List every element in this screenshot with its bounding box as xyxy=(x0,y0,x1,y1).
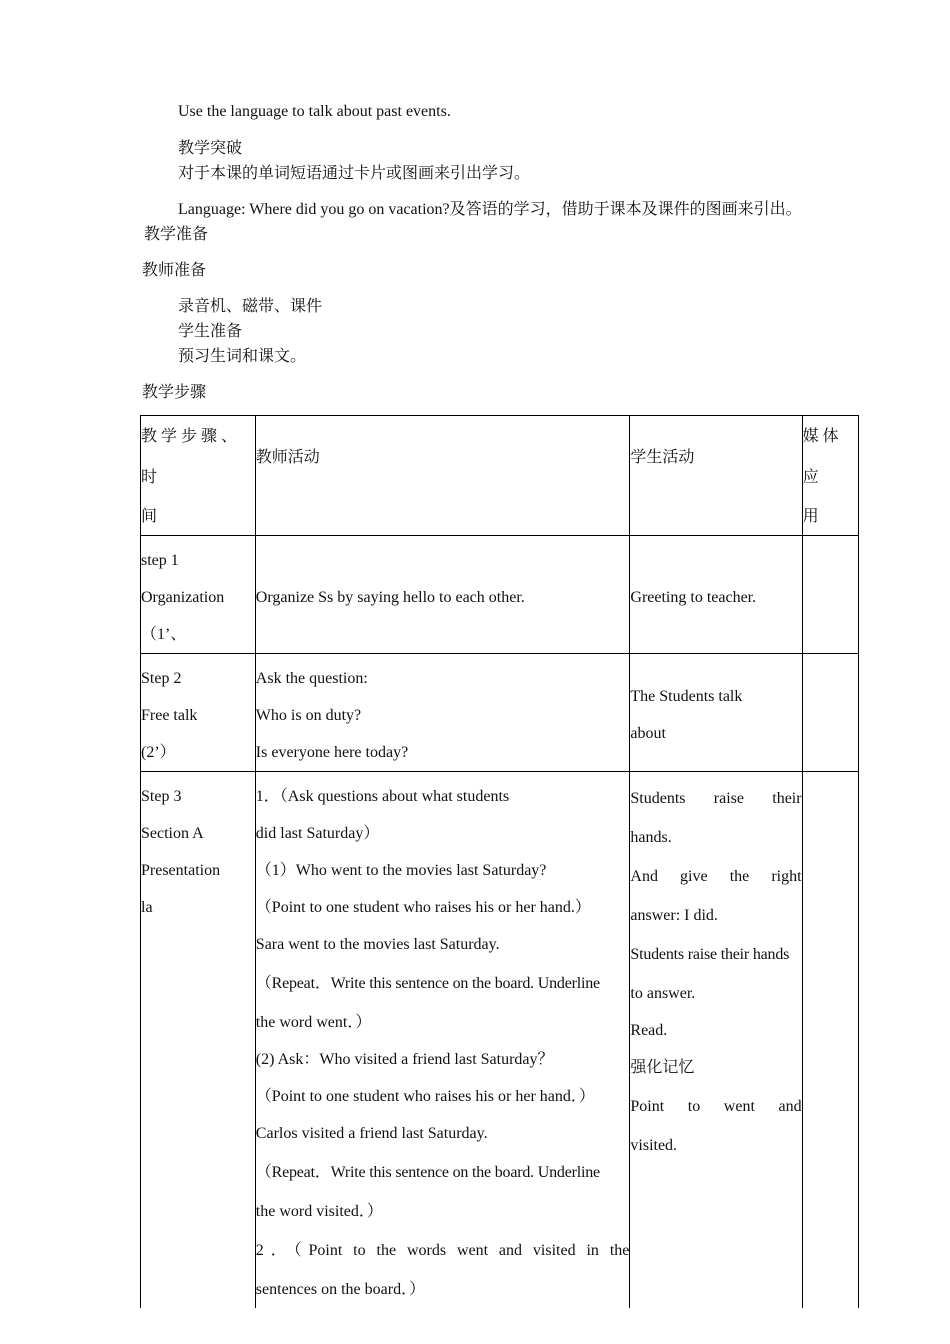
media-cell xyxy=(802,772,858,1309)
header-media-line-1: 媒 体 应 xyxy=(802,428,839,486)
header-teacher-label: 教师活动 xyxy=(255,448,320,466)
teacher-line: Carlos visited a friend last Saturday. xyxy=(255,1125,488,1142)
step-line: Presentation xyxy=(141,862,221,879)
step-line: Section A xyxy=(141,825,204,842)
student-line: Read. xyxy=(630,1022,668,1039)
header-step-time-line-2: 间 xyxy=(141,508,158,525)
teacher-prep-text: 录音机、磁带、课件 xyxy=(178,298,323,315)
teacher-prep-heading: 教师准备 xyxy=(142,262,207,279)
teacher-line: Sara went to the movies last Saturday. xyxy=(255,936,500,953)
teacher-line: 1．（Ask questions about what students xyxy=(255,788,510,805)
teacher-line: (2) Ask：Who visited a friend last Saturday？ xyxy=(255,1051,554,1068)
student-line: Students raise their xyxy=(630,790,802,807)
student-line: Students raise their hands xyxy=(630,946,790,963)
student-line: hands. xyxy=(630,829,672,846)
teacher-line: the word went．） xyxy=(255,1014,372,1031)
table-row xyxy=(141,654,859,772)
header-media xyxy=(802,416,858,536)
step-cell xyxy=(141,536,256,654)
student-prep-text: 预习生词和课文。 xyxy=(178,348,307,365)
teaching-steps-table xyxy=(140,415,859,1308)
teacher-line: Who is on duty? xyxy=(255,707,362,724)
step-line: （1’、 xyxy=(141,626,187,643)
step-line: Step 2 xyxy=(141,670,182,687)
teacher-line: the word visited．） xyxy=(255,1203,383,1220)
step-line: step 1 xyxy=(141,552,179,569)
teacher-line: （Repeat．Write this sentence on the board. Underline xyxy=(255,1164,600,1181)
steps-heading: 教学步骤 xyxy=(142,384,207,401)
table-row xyxy=(141,536,859,654)
step-line: (2’） xyxy=(141,744,176,761)
header-step-time xyxy=(141,416,256,536)
student-line: to answer. xyxy=(630,985,696,1002)
student-line: The Students talk xyxy=(630,688,743,705)
breakthrough-text: 对于本课的单词短语通过卡片或图画来引出学习。 xyxy=(178,165,531,182)
student-prep-heading: 学生准备 xyxy=(178,323,243,340)
teacher-line: （Repeat．Write this sentence on the board. Underline xyxy=(255,975,600,992)
teacher-cell xyxy=(255,536,630,654)
teacher-line: Is everyone here today? xyxy=(255,744,409,761)
step-cell xyxy=(141,654,256,772)
breakthrough-heading: 教学突破 xyxy=(178,140,243,157)
teacher-line: sentences on the board．） xyxy=(255,1281,426,1298)
header-media-line-2: 用 xyxy=(802,508,819,525)
student-line: Greeting to teacher. xyxy=(630,589,757,606)
student-line: about xyxy=(630,725,666,742)
teacher-line: （1）Who went to the movies last Saturday? xyxy=(255,862,547,879)
media-cell xyxy=(802,536,858,654)
teacher-line: （Point to one student who raises his or her hand．） xyxy=(255,1088,595,1105)
media-cell xyxy=(802,654,858,772)
student-cell xyxy=(630,654,802,772)
student-line: 强化记忆 xyxy=(630,1059,695,1076)
student-line: Point to went and xyxy=(630,1098,802,1115)
teacher-line: did last Saturday） xyxy=(255,825,380,842)
objective-text: Use the language to talk about past events. xyxy=(178,103,451,120)
teacher-cell xyxy=(255,772,630,1309)
step-line: Step 3 xyxy=(141,788,182,805)
student-line: visited. xyxy=(630,1137,678,1154)
teacher-line: （Point to one student who raises his or her hand.） xyxy=(255,899,591,916)
student-line: And give the right xyxy=(630,868,802,885)
header-step-time-line-1: 教 学 步 骤 、 时 xyxy=(141,428,238,486)
table-row xyxy=(141,772,859,1309)
teacher-line: 2．（Point to the words went and visited in the xyxy=(255,1242,630,1259)
table-header-row xyxy=(141,416,859,536)
language-text: Language: Where did you go on vacation?及答语的学习，借助于课本及课件的图画来引出。 xyxy=(178,201,802,218)
step-line: Organization xyxy=(141,589,225,606)
student-cell xyxy=(630,536,802,654)
header-student xyxy=(630,416,802,536)
teacher-line: Ask the question: xyxy=(255,670,368,687)
step-line: la xyxy=(141,899,153,916)
header-student-label: 学生活动 xyxy=(630,448,695,466)
header-teacher xyxy=(255,416,630,536)
teacher-cell xyxy=(255,654,630,772)
prep-heading: 教学准备 xyxy=(144,226,209,243)
student-line: answer: I did. xyxy=(630,907,718,924)
step-cell xyxy=(141,772,256,1309)
student-cell xyxy=(630,772,802,1309)
step-line: Free talk xyxy=(141,707,198,724)
teacher-line: Organize Ss by saying hello to each other. xyxy=(255,589,525,606)
